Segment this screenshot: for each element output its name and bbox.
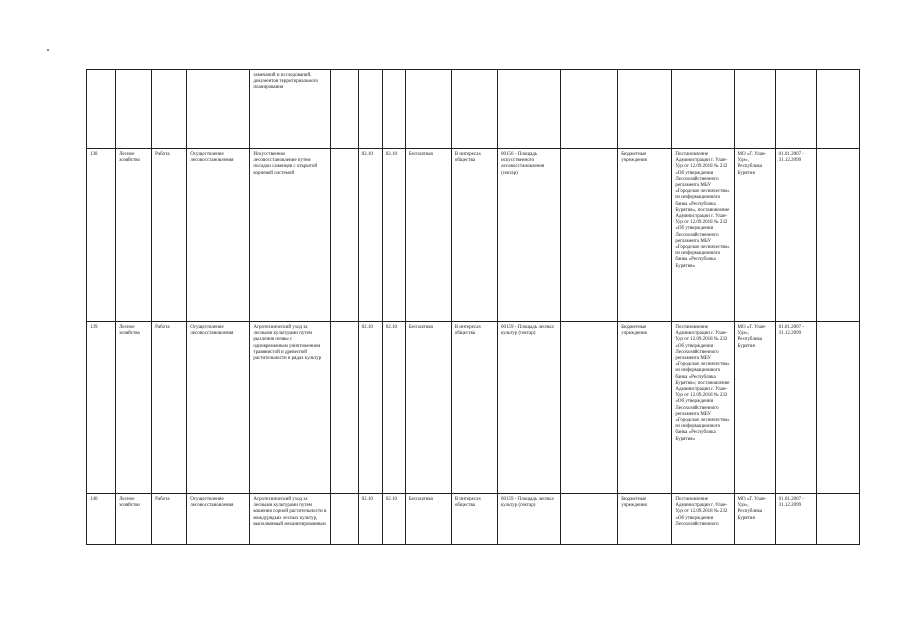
territory-cell: МО «Г. Улан-Удэ», Республика Бурятия bbox=[734, 149, 775, 322]
service-content-cell: Агротехнический уход за лесными культурами путем кошения сорной растительности в междурядьях лесных культур, выполняемый механизированным bbox=[250, 494, 330, 545]
okved-code-cell: 02.10 bbox=[382, 149, 405, 322]
legal-basis-cell: Постановление Администрации г. Улан-Удэ от 12.09.2018 № 232 «Об утверждении Лесохозяйственного bbox=[672, 494, 734, 545]
empty-cell bbox=[816, 494, 859, 545]
empty-cell bbox=[330, 494, 358, 545]
legal-basis-cell: Постановление Администрации г. Улан-Удэ от 12.09.2018 № 232 «Об утверждении Лесохозяйственного регламента МБУ «Городское лесничество» из информационного банка «Республика Бурятия»; постановление Администрации г. Улан-Удэ от 12.09.2018 № 232 «Об утверждении Лесохозяйственного регламента МБУ «Городское лесничество» из информационного банка «Республика Бурятия» bbox=[672, 322, 734, 494]
interest-cell: В интересах общества bbox=[451, 494, 497, 545]
service-kind-cell: Осуществление лесовосстановления bbox=[187, 322, 250, 494]
table-row bbox=[87, 70, 860, 149]
row-number-cell: 139 bbox=[87, 322, 116, 494]
service-type-cell: Работа bbox=[152, 322, 187, 494]
service-kind-cell bbox=[187, 70, 250, 149]
empty-cell bbox=[330, 70, 358, 149]
okved-code-cell: 02.10 bbox=[382, 322, 405, 494]
empty-cell bbox=[816, 322, 859, 494]
quality-indicator-cell bbox=[561, 149, 618, 322]
okved-code-cell: 02.10 bbox=[358, 322, 382, 494]
volume-indicator-cell: 00159 - Площадь лесных культур (гектар) bbox=[497, 494, 560, 545]
period-cell bbox=[775, 70, 816, 149]
okved-code-cell: 02.10 bbox=[358, 494, 382, 545]
payment-cell: Бесплатная bbox=[405, 149, 451, 322]
period-cell: 01.01.2007 - 31.12.2099 bbox=[775, 322, 816, 494]
consumer-cell: Бюджетные учреждения bbox=[618, 494, 672, 545]
consumer-cell: Бюджетные учреждения bbox=[618, 322, 672, 494]
activity-area-cell: Лесное хозяйство bbox=[116, 322, 152, 494]
volume-indicator-cell: 00159 - Площадь лесных культур (гектар) bbox=[497, 322, 560, 494]
service-type-cell bbox=[152, 70, 187, 149]
consumer-cell bbox=[618, 70, 672, 149]
legal-basis-cell bbox=[672, 70, 734, 149]
legal-basis-cell: Постановление Администрации г. Улан-Удэ от 12.09.2018 № 232 «Об утверждении Лесохозяйственного регламента МБУ «Городское лесничество» из информационного банка «Республика Бурятия», постановление Администрации г. Улан-Удэ от 12.09.2018 № 232 «Об утверждении Лесохозяйственного регламента МБУ «Городское лесничество» из информационного банка «Республика Бурятия» bbox=[672, 149, 734, 322]
volume-indicator-cell bbox=[497, 70, 560, 149]
activity-area-cell bbox=[116, 70, 152, 149]
payment-cell: Бесплатная bbox=[405, 494, 451, 545]
empty-cell bbox=[330, 322, 358, 494]
table-row bbox=[87, 494, 860, 545]
empty-cell bbox=[330, 149, 358, 322]
empty-cell bbox=[816, 149, 859, 322]
interest-cell: В интересах общества bbox=[451, 322, 497, 494]
period-cell: 01.01.2007 - 31.12.2099 bbox=[775, 149, 816, 322]
activity-area-cell: Лесное хозяйство bbox=[116, 149, 152, 322]
okved-code-cell: 02.10 bbox=[358, 149, 382, 322]
service-type-cell: Работа bbox=[152, 494, 187, 545]
service-content-cell: замечаний и исследований, документов территориального планирования bbox=[250, 70, 330, 149]
service-type-cell: Работа bbox=[152, 149, 187, 322]
service-kind-cell: Осуществление лесовосстановления bbox=[187, 494, 250, 545]
row-number-cell: 138 bbox=[87, 149, 116, 322]
activity-area-cell: Лесное хозяйство bbox=[116, 494, 152, 545]
payment-cell: Бесплатная bbox=[405, 322, 451, 494]
territory-cell: МО «Г. Улан-Удэ», Республика Бурятия bbox=[734, 494, 775, 545]
period-cell: 01.01.2007 - 31.12.2099 bbox=[775, 494, 816, 545]
table-row bbox=[87, 149, 860, 322]
consumer-cell: Бюджетные учреждения bbox=[618, 149, 672, 322]
empty-cell bbox=[816, 70, 859, 149]
territory-cell bbox=[734, 70, 775, 149]
interest-cell: В интересах общества bbox=[451, 149, 497, 322]
scan-speck bbox=[47, 49, 49, 51]
quality-indicator-cell bbox=[561, 322, 618, 494]
payment-cell bbox=[405, 70, 451, 149]
okved-code-cell: 02.10 bbox=[382, 494, 405, 545]
service-content-cell: Искусственное лесовосстановление путем посадки саженцев с открытой корневой системой bbox=[250, 149, 330, 322]
row-number-cell: 140 bbox=[87, 494, 116, 545]
volume-indicator-cell: 00156 - Площадь искусственного лесовосстановления (гектар) bbox=[497, 149, 560, 322]
table-row bbox=[87, 322, 860, 494]
row-number-cell bbox=[87, 70, 116, 149]
okved-code-cell bbox=[358, 70, 382, 149]
quality-indicator-cell bbox=[561, 494, 618, 545]
services-register-table bbox=[86, 69, 860, 545]
quality-indicator-cell bbox=[561, 70, 618, 149]
service-kind-cell: Осуществление лесовосстановления bbox=[187, 149, 250, 322]
interest-cell bbox=[451, 70, 497, 149]
okved-code-cell bbox=[382, 70, 405, 149]
service-content-cell: Агротехнический уход за лесными культурами путем рыхления почвы с одновременным уничтожением травянистой и древесной растительности в рядах культур bbox=[250, 322, 330, 494]
territory-cell: МО «Г. Улан-Удэ», Республика Бурятия bbox=[734, 322, 775, 494]
